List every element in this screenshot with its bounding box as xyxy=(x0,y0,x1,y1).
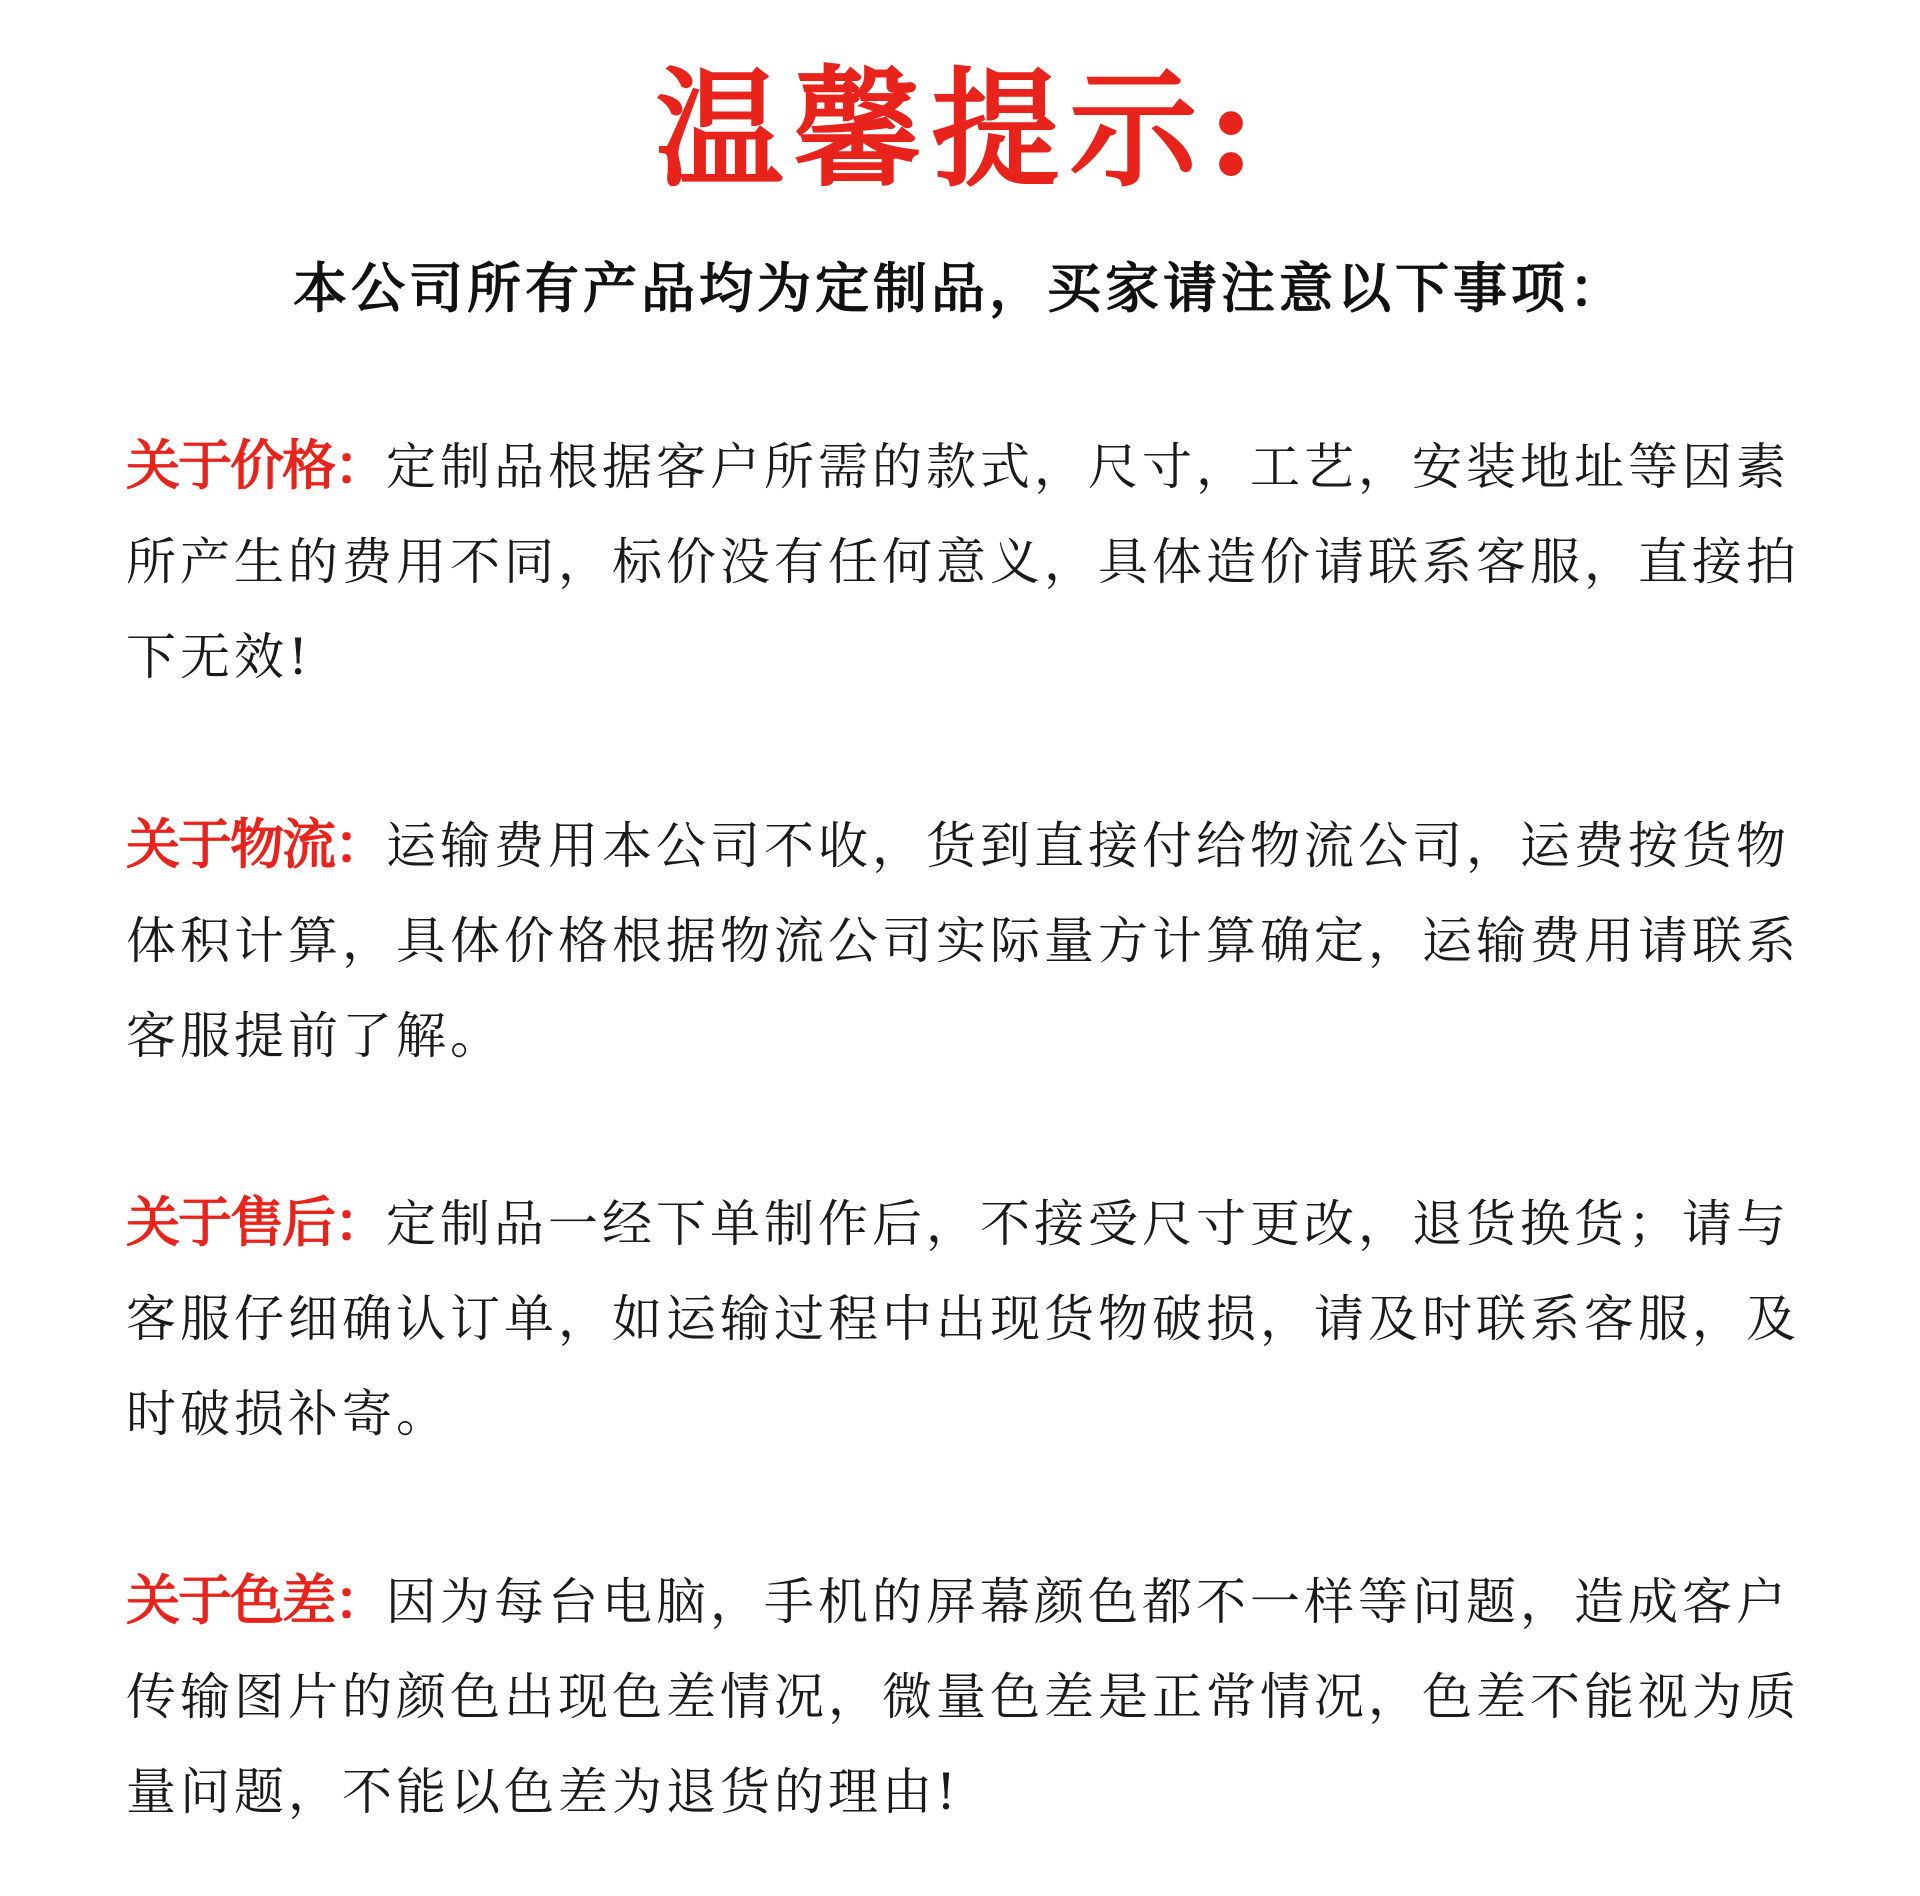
section-heading: 关于售后： xyxy=(126,1191,386,1254)
section-logistics xyxy=(126,797,1806,1084)
section-body: 定制品根据客户所需的款式，尺寸，工艺，安装地址等因素所产生的费用不同，标价没有任何意义，具体造价请联系客服，直接拍下无效! xyxy=(126,438,1800,686)
section-after-sales xyxy=(126,1175,1806,1462)
section-price xyxy=(126,418,1806,705)
section-heading: 关于物流： xyxy=(126,813,386,876)
section-heading: 关于价格： xyxy=(126,434,386,497)
section-body: 定制品一经下单制作后，不接受尺寸更改，退货换货；请与客服仔细确认订单，如运输过程中出现货物破损，请及时联系客服，及时破损补寄。 xyxy=(126,1195,1800,1443)
section-color-difference xyxy=(126,1553,1806,1840)
section-body: 运输费用本公司不收，货到直接付给物流公司，运费按货物体积计算，具体价格根据物流公司实际量方计算确定，运输费用请联系客服提前了解。 xyxy=(126,817,1800,1065)
page-title: 温馨提示: xyxy=(655,55,1265,205)
section-body: 因为每台电脑，手机的屏幕颜色都不一样等问题，造成客户传输图片的颜色出现色差情况，微量色差是正常情况，色差不能视为质量问题，不能以色差为退货的理由! xyxy=(126,1573,1800,1821)
page-subtitle: 本公司所有产品均为定制品，买家请注意以下事项： xyxy=(293,256,1627,320)
section-heading: 关于色差： xyxy=(126,1569,386,1632)
